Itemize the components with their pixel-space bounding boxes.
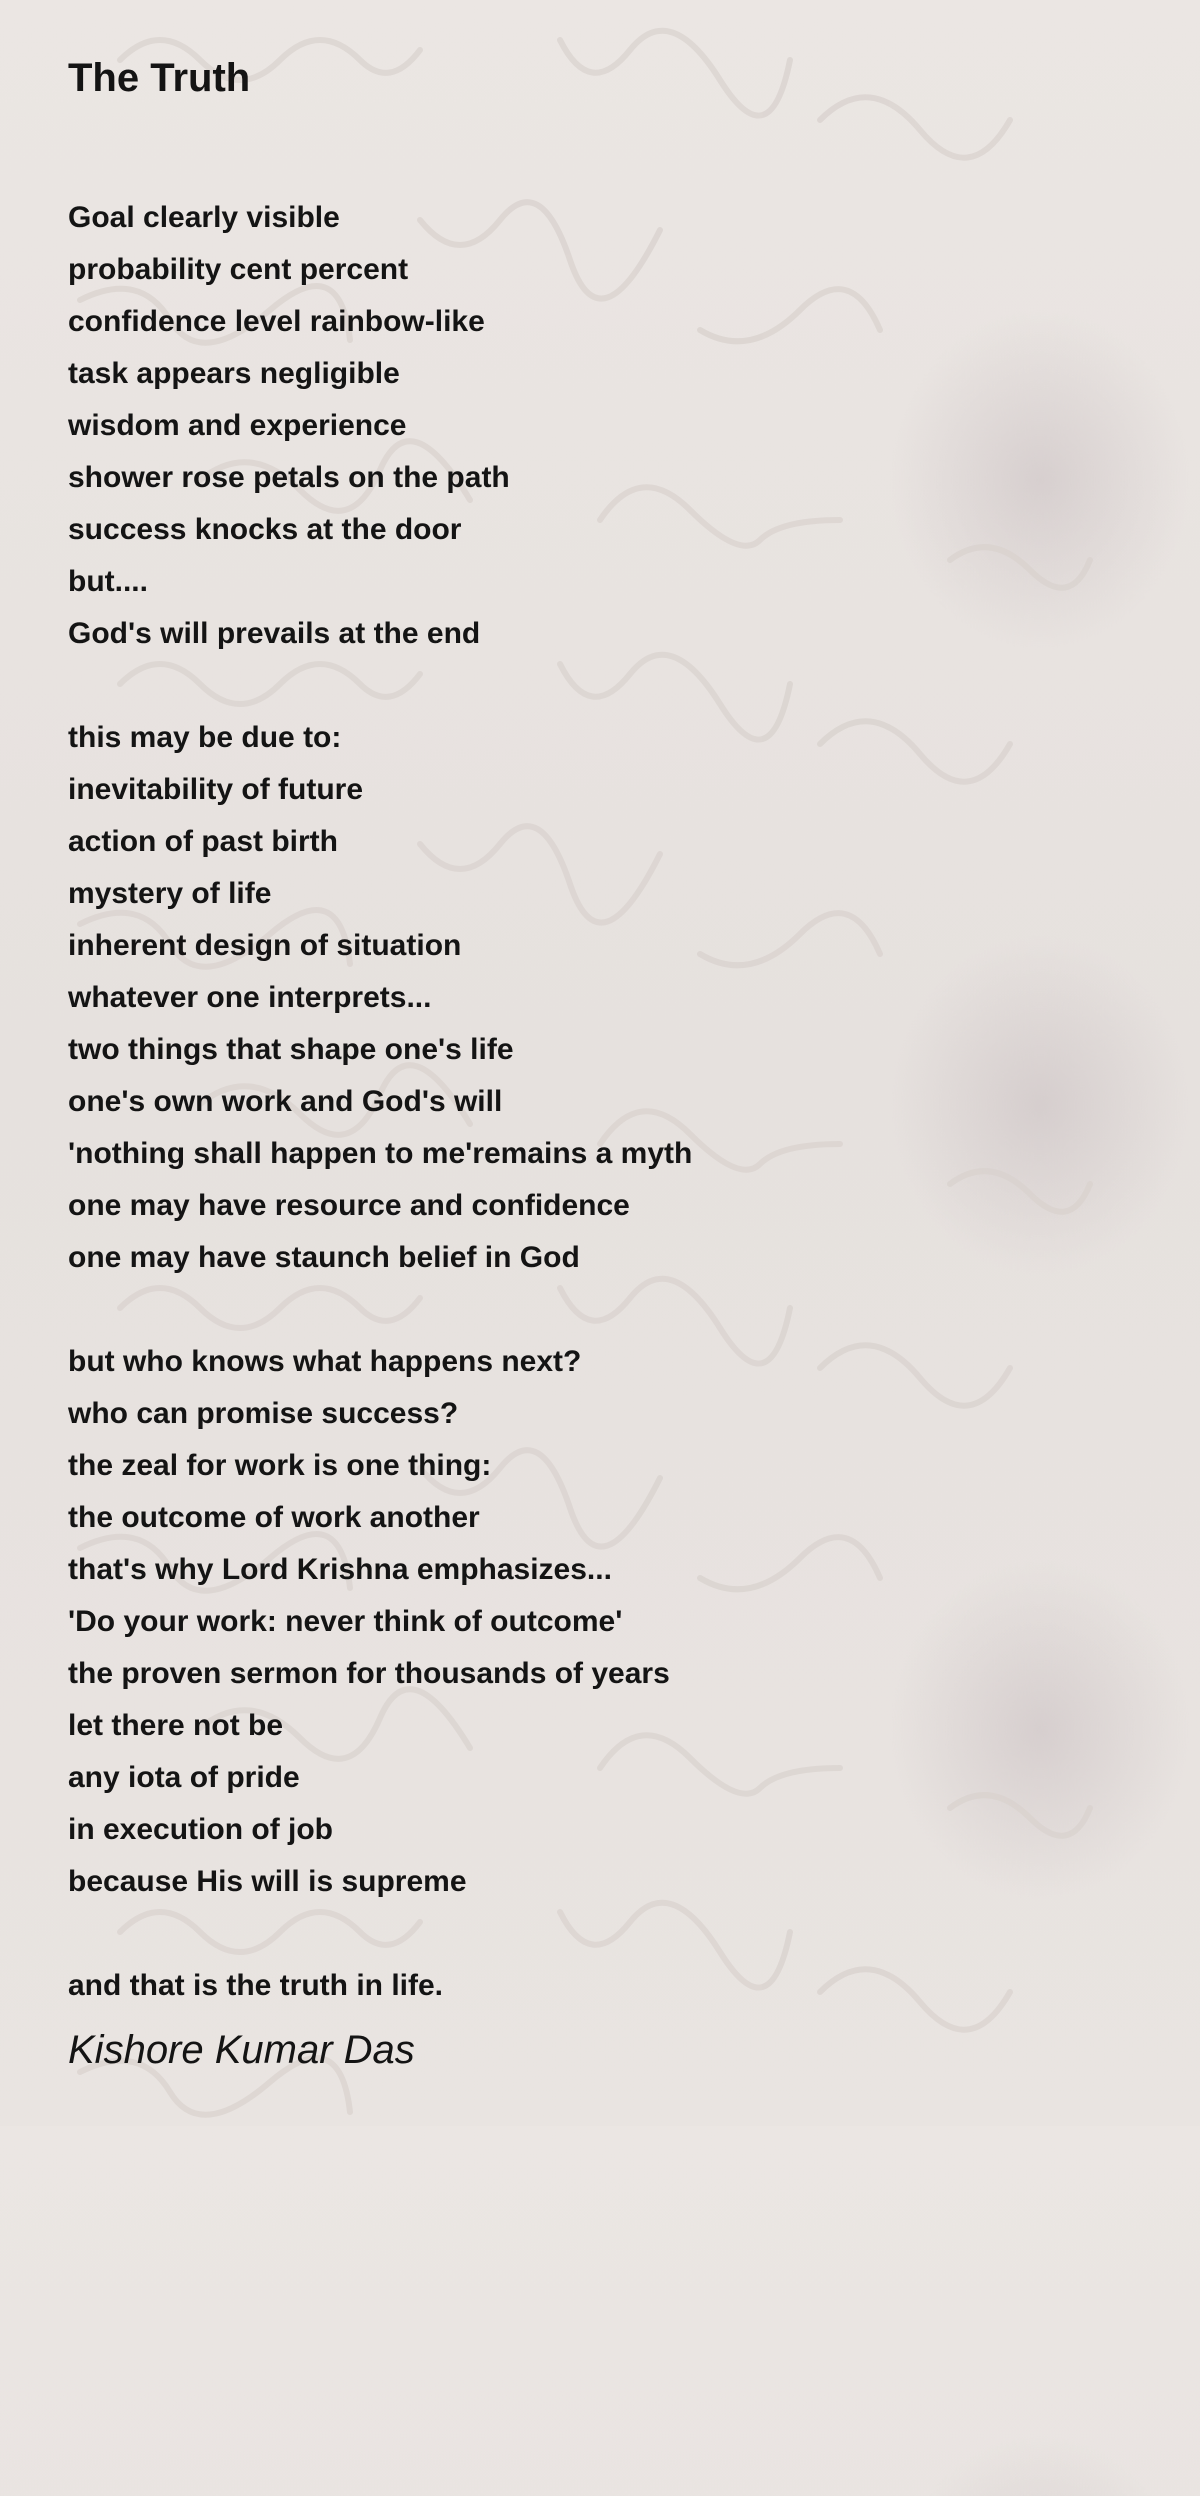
poem-line: but who knows what happens next? — [68, 1345, 582, 1378]
stanza-break — [68, 1284, 1148, 1336]
poem-line: mystery of life — [68, 877, 272, 910]
poem-line: 'Do your work: never think of outcome' — [68, 1605, 623, 1638]
poem-line: action of past birth — [68, 825, 338, 858]
poem-line: God's will prevails at the end — [68, 617, 481, 650]
poem-body — [68, 192, 1148, 2012]
poem-line: Goal clearly visible — [68, 201, 340, 234]
poem-line: because His will is supreme — [68, 1865, 467, 1898]
poem-line: one's own work and God's will — [68, 1085, 503, 1118]
poem-stanza — [68, 712, 1148, 1284]
poem-line: in execution of job — [68, 1813, 334, 1846]
poem-line: who can promise success? — [68, 1397, 459, 1430]
poem-line: task appears negligible — [68, 357, 400, 390]
poem-line: the proven sermon for thousands of years — [68, 1657, 670, 1690]
poem-line: shower rose petals on the path — [68, 461, 510, 494]
poem-line: success knocks at the door — [68, 513, 462, 546]
poem-stanza — [68, 192, 1148, 660]
poem-author: Kishore Kumar Das — [68, 2028, 415, 2072]
poem-line: inevitability of future — [68, 773, 364, 806]
stanza-break — [68, 660, 1148, 712]
poem-line: wisdom and experience — [68, 409, 407, 442]
poem-line: and that is the truth in life. — [68, 1969, 443, 2002]
poem-title: The Truth — [68, 56, 251, 100]
poem-line: probability cent percent — [68, 253, 409, 286]
poem-line: 'nothing shall happen to me'remains a myth — [68, 1137, 693, 1170]
poem-stanza — [68, 1336, 1148, 1908]
poem-line: the zeal for work is one thing: — [68, 1449, 492, 1482]
poem-line: the outcome of work another — [68, 1501, 480, 1534]
poem-line: whatever one interprets... — [68, 981, 432, 1014]
poem-line: one may have staunch belief in God — [68, 1241, 580, 1274]
poem-line: any iota of pride — [68, 1761, 300, 1794]
poem-line: that's why Lord Krishna emphasizes... — [68, 1553, 612, 1586]
poem-stanza — [68, 1960, 1148, 2012]
poem-content — [68, 48, 1148, 2012]
poem-line: two things that shape one's life — [68, 1033, 514, 1066]
poem-line: inherent design of situation — [68, 929, 462, 962]
poem-line: confidence level rainbow-like — [68, 305, 485, 338]
poem-line: one may have resource and confidence — [68, 1189, 630, 1222]
poem-line: this may be due to: — [68, 721, 342, 754]
poem-line: let there not be — [68, 1709, 284, 1742]
stanza-break — [68, 1908, 1148, 1960]
poem-line: but.... — [68, 565, 148, 598]
